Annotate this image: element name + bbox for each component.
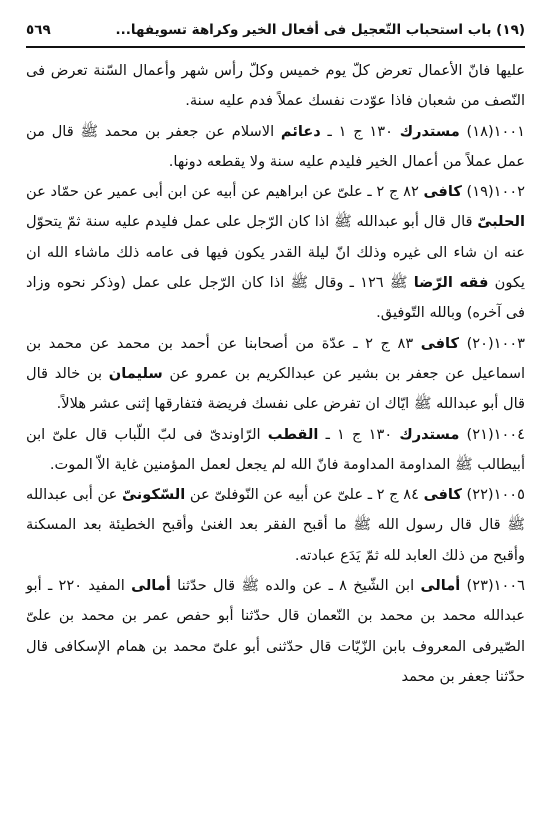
paragraph-text: ١٠٠١(١٨) [459,122,525,140]
source-name: السّكونىّ [122,486,186,504]
paragraph-text: ١٣٠ ج ١ ـ [318,425,400,443]
paragraph-text: ١٠٠٦(٢٣) [460,577,525,595]
source-name: كافى [423,183,462,201]
paragraph-text: ابن الشّيخ ٨ ـ عن والده ﷺ قال حدّثنا [170,577,421,595]
source-name: سليمان [108,364,163,382]
paragraph-text: ١٠٠٣(٢٠) [459,334,526,352]
page-header [26,18,525,48]
source-name: فقه الرّضا [413,274,489,292]
paragraph-text: عليها فانّ الأعمال تعرض كلّ يوم خميس وكلّ رأس شهر وأعمال السّنة تعرض فى النّصف من شعبان فاذا عوّدت نفسك عملاً فدم عليه سنة. [26,62,525,110]
paragraph-text: عن أبى عبدالله ﷺ قال قال رسول الله ﷺ ما أقبح الفقر بعد الغنىٰ وأقبح الخطيئة بعد المسكنة وأقبح من ذلك العابد لله ثمّ يَدَع عبادته. [26,486,525,564]
source-name: كافى [423,486,462,504]
hadith-paragraph [26,420,525,481]
page-number: ٥٦٩ [26,22,51,38]
paragraph-text: ١٣٠ ج ١ ـ [320,122,400,140]
paragraph-text: ١٠٠٥(٢٢) [461,486,525,504]
paragraph-text: الاسلام عن جعفر بن محمد ﷺ قال من عمل عملاً من أعمال الخير فليدم عليه سنة ولا يقطعه دونها. [26,122,525,170]
paragraph-text: المفيد ٢٢٠ ـ أبو عبدالله محمد بن محمد بن النّعمان قال حدّثنا أبو حفص عمر بن محمد بن علىّ الصّيرفى المعروف بابن الزّيّات قال حدّثنى أبو علىّ محمد بن همام الإسكافى قال حدّثنا جعفر بن محمد [26,577,525,685]
paragraph-text: الرّاوندىّ فى لبّ اللّباب قال علىّ ابن أبيطالب ﷺ المداومة المداومة فانّ الله لم يجعل لعمل المؤمنين غاية الاّ الموت. [26,425,525,473]
paragraph-text: ١٠٠٤(٢١) [459,425,525,443]
source-name: أمالى [420,577,461,595]
paragraph-text: ﷺ ١٢٦ ـ وقال ﷺ اذا كان الرّجل على عمل (وذكر نحوه وزاد فى آخره) وبالله التّوفيق. [26,274,525,322]
paragraph-text: ٨٣ ج ٢ ـ عدّة من أصحابنا عن أحمد بن محمد عن محمد بن اسماعيل عن جعفر بن بشير عن عبدالكريم بن عمرو عن [26,334,525,382]
paragraph-text: بن خالد قال قال أبو عبدالله ﷺ ايّاك ان تفرض على نفسك فريضة فتفارقها إثنى عشر هلالاً. [26,364,525,413]
paragraph-text: ٨٤ ج ٢ ـ علىّ عن أبيه عن النّوفلىّ عن [185,486,424,504]
hadith-paragraph [26,117,525,178]
hadith-paragraph [26,480,525,571]
paragraph-text: ١٠٠٢(١٩) [461,183,525,201]
source-name: مستدرك [399,425,460,443]
hadith-paragraph [26,56,525,117]
paragraph-text: ٨٢ ج ٢ ـ علىّ عن ابراهيم عن أبيه عن ابن أبى عمير عن حمّاد عن [26,183,424,201]
page-body [26,56,525,692]
source-name: دعائم [280,122,321,140]
chapter-title: (١٩) باب استحباب التّعجيل فى أفعال الخير وكراهة تسويفها... [115,22,525,38]
paragraph-text: قال قال أبو عبدالله ﷺ اذا كان الرّجل على عمل فليدم عليه سنة ثمّ يتحوّل عنه ان شاء الى غيره وذلك انّ ليلة القدر يكون فيها فى عامه ذلك ماشاء الله ان يكون [26,213,525,292]
hadith-paragraph [26,177,525,328]
source-name: مستدرك [399,122,460,140]
source-name: الحلبىّ [477,213,525,231]
hadith-paragraph [26,571,525,692]
source-name: أمالى [131,577,171,595]
hadith-paragraph [26,329,525,420]
source-name: كافى [420,334,460,352]
source-name: القطب [267,425,319,443]
